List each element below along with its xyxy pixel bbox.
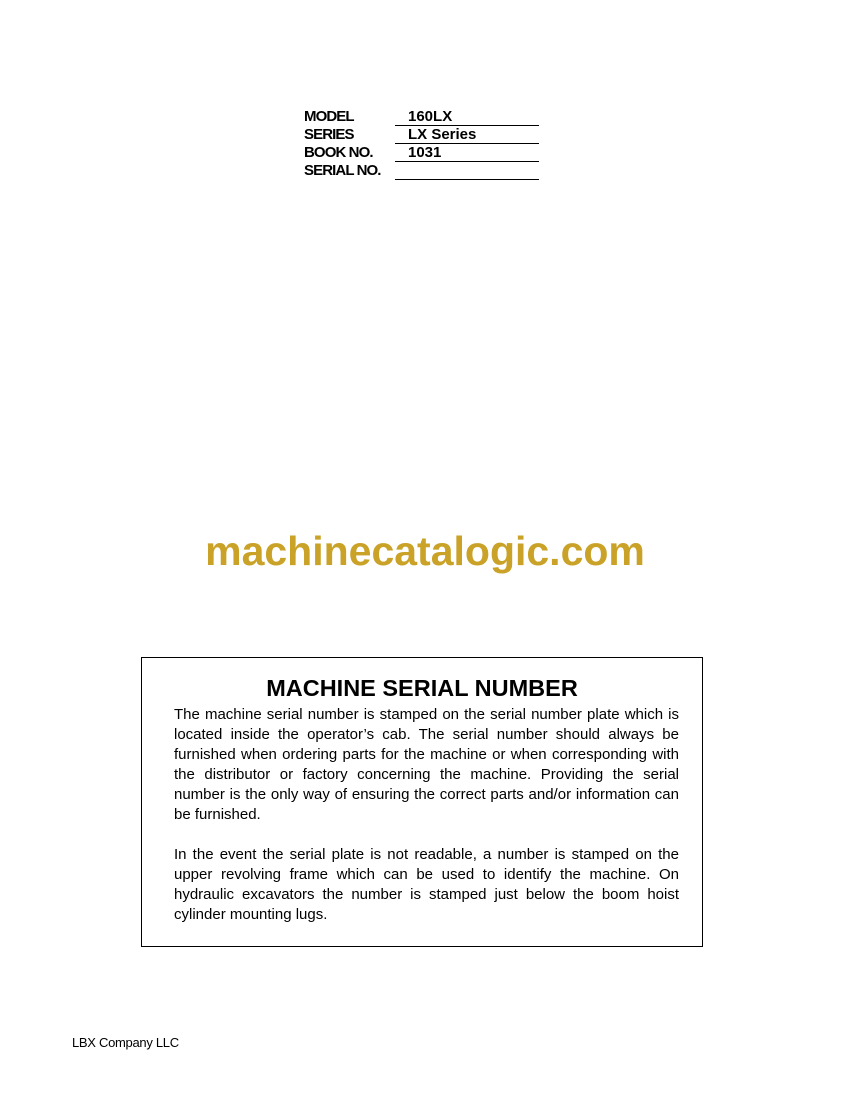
spec-row-series [304, 126, 539, 144]
book-number-value: 1031 [395, 144, 539, 162]
book-number-label: BOOK NO. [304, 144, 373, 161]
series-value: LX Series [395, 126, 539, 144]
spec-row-model [304, 108, 539, 126]
spec-table [304, 108, 539, 180]
serial-number-label: SERIAL NO. [304, 162, 381, 179]
serial-number-value [395, 162, 539, 180]
spec-row-serial [304, 162, 539, 180]
model-label: MODEL [304, 108, 354, 125]
spec-row-book [304, 144, 539, 162]
serial-number-notice [141, 657, 703, 947]
footer-company: LBX Company LLC [72, 1035, 179, 1050]
watermark-text: machinecatalogic.com [205, 528, 645, 574]
notice-title: MACHINE SERIAL NUMBER [266, 675, 578, 701]
model-value: 160LX [395, 108, 539, 126]
notice-paragraph-2: In the event the serial plate is not readable, a number is stamped on the upper revolving frame which can be used to identify the machine. On hydraulic excavators the number is stamped just below the boom hoist cylinder mounting lugs. [174, 846, 679, 923]
series-label: SERIES [304, 126, 354, 143]
notice-paragraph-1: The machine serial number is stamped on the serial number plate which is located inside the operator’s cab. The serial number should always be furnished when ordering parts for the machine or when corresponding with the distributor or factory concerning the machine. Providing the serial number is the only way of ensuring the correct parts and/or information can be furnished. [174, 706, 679, 823]
